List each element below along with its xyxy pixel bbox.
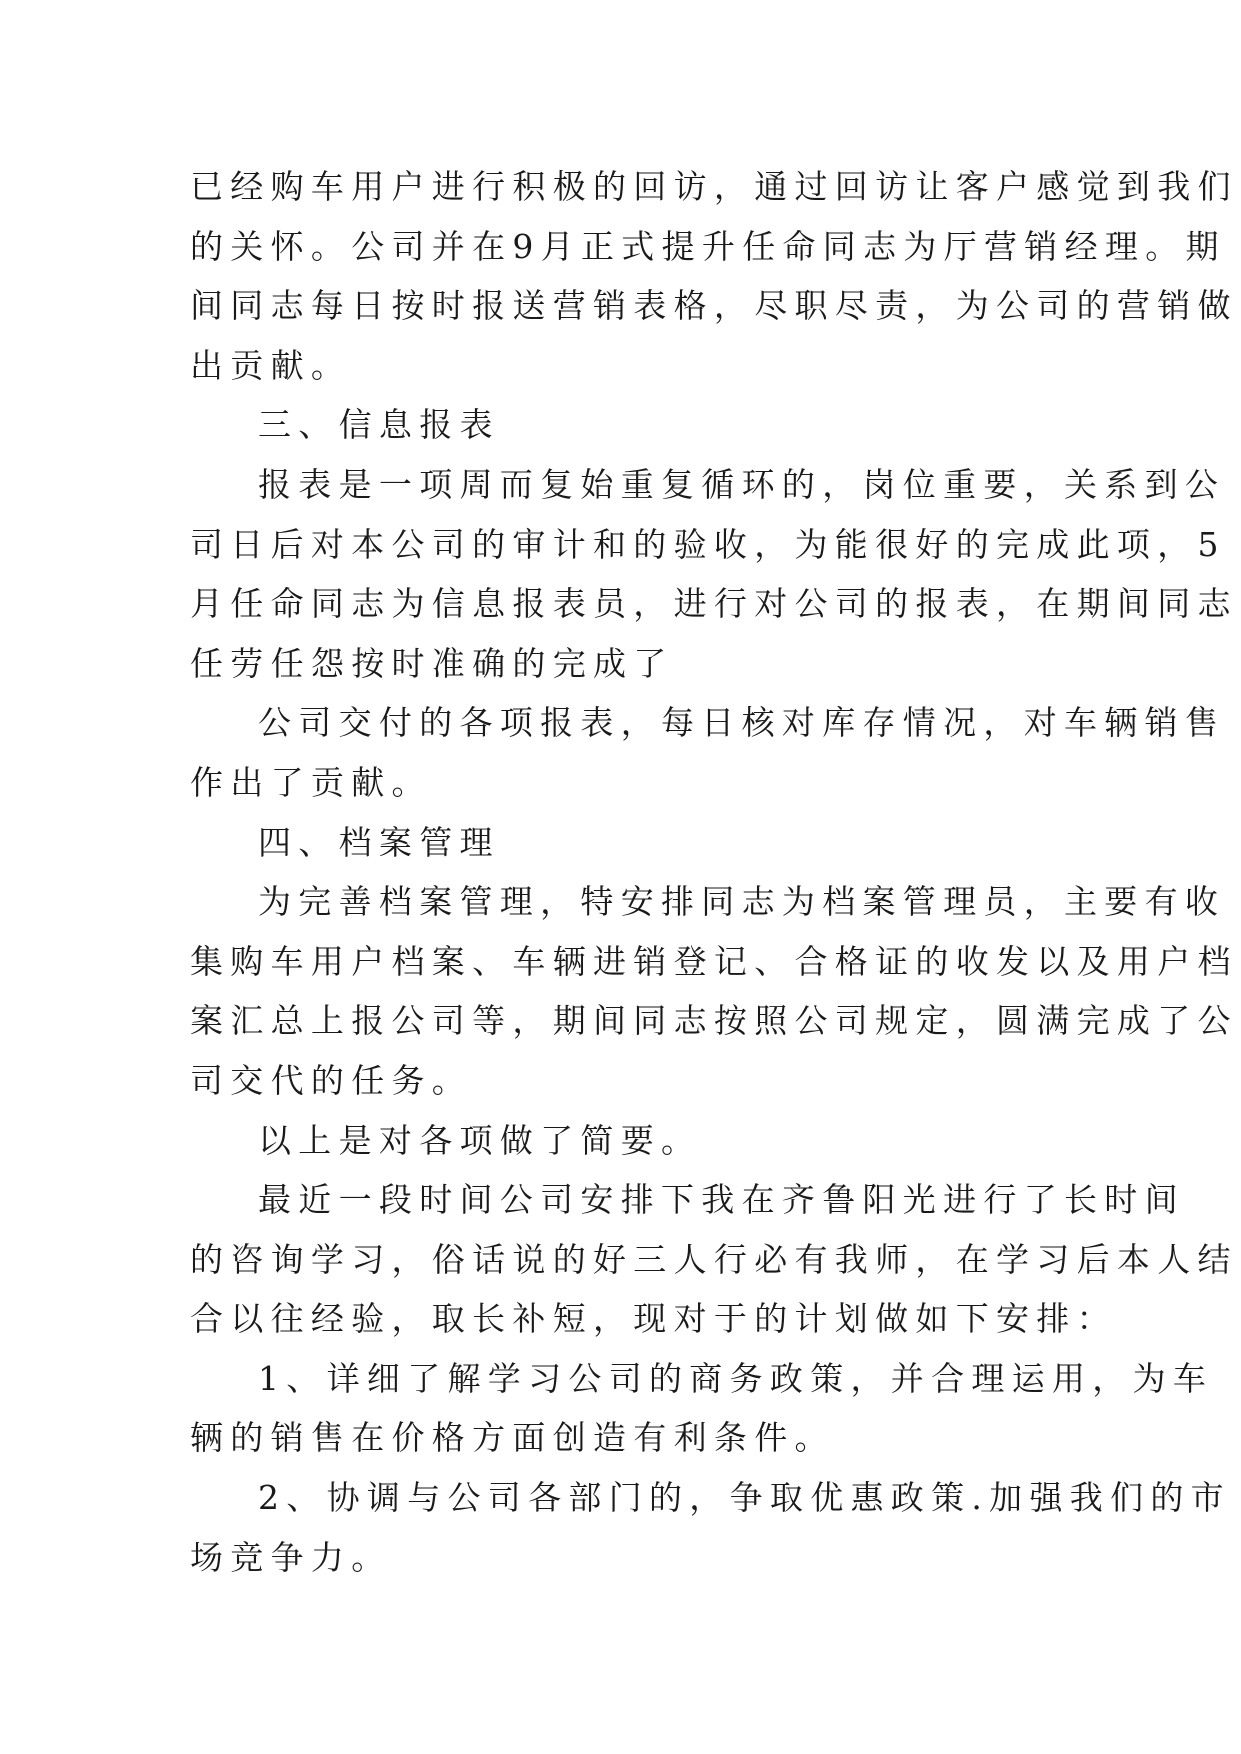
text-line: 辆的销售在价格方面创造有利条件。 [190,1418,835,1458]
text-line: 作出了贡献。 [190,762,432,802]
text-line: 案汇总上报公司等，期间同志按照公司规定，圆满完成了公 [190,1001,1238,1041]
text-line: 报表是一项周而复始重复循环的，岗位重要，关系到公 [258,464,1226,504]
text-line: 公司交付的各项报表，每日核对库存情况，对车辆销售 [258,703,1226,743]
text-line: 的咨询学习，俗话说的好三人行必有我师，在学习后本人结 [190,1239,1238,1279]
text-line: 任劳任怨按时准确的完成了 [190,643,674,683]
list-item: 2、协调与公司各部门的，争取优惠政策.加强我们的市 [258,1478,1231,1518]
text-line: 的关怀。公司并在9月正式提升任命同志为厅营销经理。期 [190,226,1226,266]
section-heading: 四、档案管理 [258,822,500,862]
document-body [190,157,1238,1587]
text-line: 司交代的任务。 [190,1060,473,1100]
text-line: 以上是对各项做了简要。 [258,1120,702,1160]
text-line: 最近一段时间公司安排下我在齐鲁阳光进行了长时间 [258,1180,1185,1220]
text-line: 司日后对本公司的审计和的验收，为能很好的完成此项，5 [190,524,1226,564]
text-line: 集购车用户档案、车辆进销登记、合格证的收发以及用户档 [190,941,1238,981]
text-line: 出贡献。 [190,345,352,385]
list-item: 1、详细了解学习公司的商务政策，并合理运用，为车 [258,1358,1214,1398]
text-line: 已经购车用户进行积极的回访，通过回访让客户感觉到我们 [190,167,1238,206]
text-line: 场竞争力。 [190,1537,392,1577]
text-line: 合以往经验，取长补短，现对于的计划做如下安排： [190,1299,1117,1339]
text-line: 月任命同志为信息报表员，进行对公司的报表，在期间同志 [190,584,1238,624]
section-heading: 三、信息报表 [258,405,500,445]
text-line: 为完善档案管理，特安排同志为档案管理员，主要有收 [258,882,1226,922]
text-line: 间同志每日按时报送营销表格，尽职尽责，为公司的营销做 [190,286,1238,326]
